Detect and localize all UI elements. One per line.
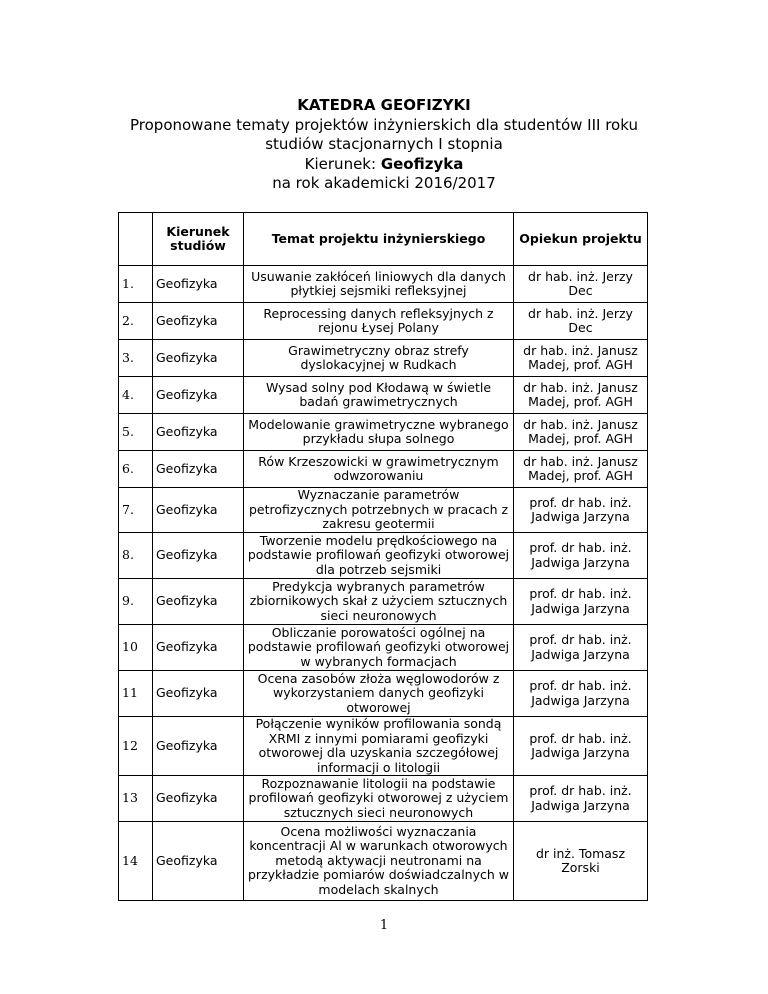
row-number: 6.	[119, 451, 153, 488]
row-opiekun: prof. dr hab. inż. Jadwiga Jarzyna	[514, 717, 648, 776]
row-kierunek: Geofizyka	[153, 717, 244, 776]
table-row	[119, 822, 648, 901]
row-temat: Wysad solny pod Kłodawą w świetle badań grawimetrycznych	[244, 377, 514, 414]
table-row	[119, 340, 648, 377]
row-kierunek: Geofizyka	[153, 671, 244, 717]
header-line-2: studiów stacjonarnych I stopnia	[265, 135, 503, 153]
row-temat: Połączenie wyników profilowania sondą XRMI z innymi pomiarami geofizyki otworowej dla uzyskania szczegółowej informacji o litologii	[244, 717, 514, 776]
row-kierunek: Geofizyka	[153, 625, 244, 671]
row-number: 11	[119, 671, 153, 717]
row-temat: Wyznaczanie parametrów petrofizycznych potrzebnych w pracach z zakresu geotermii	[244, 488, 514, 533]
row-kierunek: Geofizyka	[153, 377, 244, 414]
row-kierunek: Geofizyka	[153, 340, 244, 377]
row-opiekun: dr hab. inż. Janusz Madej, prof. AGH	[514, 377, 648, 414]
row-kierunek: Geofizyka	[153, 533, 244, 579]
kierunek-line	[0, 155, 768, 175]
row-number: 7.	[119, 488, 153, 533]
kierunek-label: Kierunek:	[304, 154, 381, 173]
header-temat: Temat projektu inżynierskiego	[244, 213, 514, 266]
row-temat: Ocena możliwości wyznaczania koncentracji Al w warunkach otworowych metodą aktywacji neutronami na przykładzie pomiarów doświadczalnych w modelach skalnych	[244, 822, 514, 901]
row-number: 2.	[119, 303, 153, 340]
table-row	[119, 303, 648, 340]
header-kierunek: Kierunek studiów	[153, 213, 244, 266]
row-opiekun: prof. dr hab. inż. Jadwiga Jarzyna	[514, 625, 648, 671]
table-row	[119, 377, 648, 414]
row-number: 9.	[119, 579, 153, 625]
row-number: 4.	[119, 377, 153, 414]
academic-year-line: na rok akademicki 2016/2017	[272, 174, 496, 192]
projects-table	[118, 212, 648, 901]
row-kierunek: Geofizyka	[153, 822, 244, 901]
table-row	[119, 776, 648, 822]
table-row	[119, 625, 648, 671]
row-opiekun: prof. dr hab. inż. Jadwiga Jarzyna	[514, 488, 648, 533]
row-temat: Reprocessing danych refleksyjnych z rejonu Łysej Polany	[244, 303, 514, 340]
row-opiekun: dr hab. inż. Janusz Madej, prof. AGH	[514, 414, 648, 451]
header-num	[119, 213, 153, 266]
row-kierunek: Geofizyka	[153, 776, 244, 822]
row-number: 14	[119, 822, 153, 901]
table-row	[119, 533, 648, 579]
row-kierunek: Geofizyka	[153, 579, 244, 625]
row-number: 1.	[119, 266, 153, 303]
row-number: 10	[119, 625, 153, 671]
table-row	[119, 488, 648, 533]
row-number: 3.	[119, 340, 153, 377]
row-number: 5.	[119, 414, 153, 451]
header-line-1: Proponowane tematy projektów inżynierskich dla studentów III roku	[130, 115, 638, 134]
row-opiekun: dr hab. inż. Janusz Madej, prof. AGH	[514, 451, 648, 488]
department-title: KATEDRA GEOFIZYKI	[297, 96, 471, 114]
row-number: 13	[119, 776, 153, 822]
header-opiekun: Opiekun projektu	[514, 213, 648, 266]
row-opiekun: prof. dr hab. inż. Jadwiga Jarzyna	[514, 671, 648, 717]
table-body	[119, 266, 648, 901]
row-opiekun: prof. dr hab. inż. Jadwiga Jarzyna	[514, 776, 648, 822]
row-opiekun: dr inż. Tomasz Zorski	[514, 822, 648, 901]
row-opiekun: dr hab. inż. Jerzy Dec	[514, 303, 648, 340]
row-temat: Modelowanie grawimetryczne wybranego przykładu słupa solnego	[244, 414, 514, 451]
page-number: 1	[379, 918, 389, 933]
row-opiekun: prof. dr hab. inż. Jadwiga Jarzyna	[514, 533, 648, 579]
row-number: 8.	[119, 533, 153, 579]
row-kierunek: Geofizyka	[153, 451, 244, 488]
row-number: 12	[119, 717, 153, 776]
row-opiekun: dr hab. inż. Janusz Madej, prof. AGH	[514, 340, 648, 377]
row-temat: Rów Krzeszowicki w grawimetrycznym odwzorowaniu	[244, 451, 514, 488]
row-temat: Usuwanie zakłóceń liniowych dla danych płytkiej sejsmiki refleksyjnej	[244, 266, 514, 303]
row-temat: Tworzenie modelu prędkościowego na podstawie profilowań geofizyki otworowej dla potrzeb sejsmiki	[244, 533, 514, 579]
row-kierunek: Geofizyka	[153, 266, 244, 303]
table-row	[119, 414, 648, 451]
document-header	[0, 96, 768, 194]
table-header-row	[119, 213, 648, 266]
row-kierunek: Geofizyka	[153, 488, 244, 533]
table-row	[119, 671, 648, 717]
row-temat: Obliczanie porowatości ogólnej na podstawie profilowań geofizyki otworowej w wybranych formacjach	[244, 625, 514, 671]
table-row	[119, 717, 648, 776]
table-row	[119, 579, 648, 625]
row-kierunek: Geofizyka	[153, 303, 244, 340]
row-opiekun: prof. dr hab. inż. Jadwiga Jarzyna	[514, 579, 648, 625]
row-temat: Rozpoznawanie litologii na podstawie profilowań geofizyki otworowej z użyciem sztucznych sieci neuronowych	[244, 776, 514, 822]
table-row	[119, 451, 648, 488]
row-temat: Ocena zasobów złoża węglowodorów z wykorzystaniem danych geofizyki otworowej	[244, 671, 514, 717]
row-kierunek: Geofizyka	[153, 414, 244, 451]
table-row	[119, 266, 648, 303]
row-opiekun: dr hab. inż. Jerzy Dec	[514, 266, 648, 303]
row-temat: Grawimetryczny obraz strefy dyslokacyjnej w Rudkach	[244, 340, 514, 377]
kierunek-value: Geofizyka	[380, 154, 464, 173]
row-temat: Predykcja wybranych parametrów zbiornikowych skał z użyciem sztucznych sieci neuronowych	[244, 579, 514, 625]
